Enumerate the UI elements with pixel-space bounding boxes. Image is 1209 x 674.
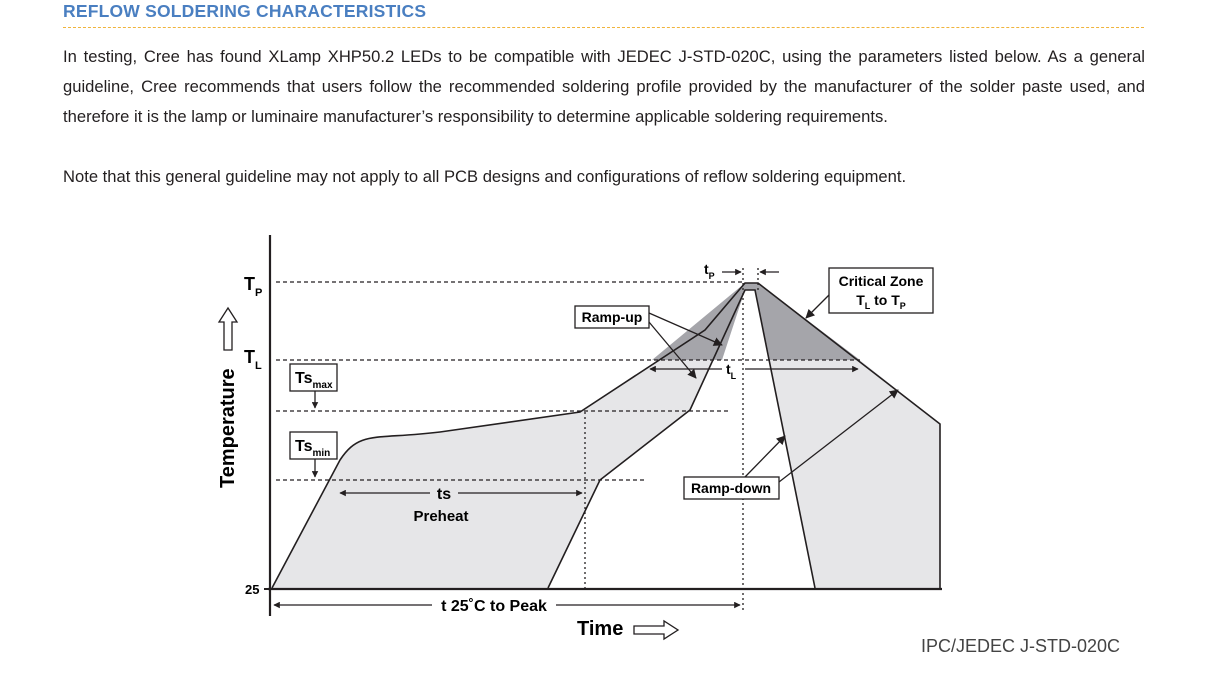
intro-paragraph: In testing, Cree has found XLamp XHP50.2 LEDs to be compatible with JEDEC J-STD-020C, using the parameters listed below. As a general guideline, Cree recommends that users follow the recommended soldering profile provided by the manufacturer of the solder paste used, and therefore it is the lamp or luminaire manufacturer’s responsibility to determine applicable soldering requirements. xyxy=(63,47,1145,126)
critical-zone-arrow xyxy=(806,295,829,318)
ramp-down-arrow-1 xyxy=(745,436,785,477)
tl-time-label: $t_L$ xyxy=(726,361,737,381)
preheat-ts-label: ts xyxy=(436,486,452,503)
ramp-down-label: Ramp-down xyxy=(690,480,772,496)
section-title: REFLOW SOLDERING CHARACTERISTICS xyxy=(63,1,427,21)
y-axis-arrow-icon xyxy=(219,308,237,350)
tp-label: $T_P$ xyxy=(244,274,263,299)
x-axis-arrow-icon xyxy=(634,621,678,639)
title-divider xyxy=(63,27,1144,28)
tl-label: $T_L$ xyxy=(244,347,262,372)
temp-25-label: 25 xyxy=(245,582,260,597)
y-axis-title: Temperature xyxy=(217,368,239,488)
preheat-label: Preheat xyxy=(413,508,469,525)
note-paragraph: Note that this general guideline may not apply to all PCB designs and configurations of reflow soldering equipment. xyxy=(63,167,907,186)
x-axis-title: Time xyxy=(577,618,624,640)
critical-zone-range: $T_L$ to $T_P$ xyxy=(856,292,906,311)
ramp-up-label: Ramp-up xyxy=(581,309,643,325)
tsmin-label: $Ts_{min}$ xyxy=(295,438,331,459)
reflow-profile-chart xyxy=(200,225,960,645)
tp-time-label: $t_P$ xyxy=(704,261,715,281)
tsmax-label: $Ts_{max}$ xyxy=(295,370,333,391)
t25-to-peak-label: t 25˚C to Peak xyxy=(441,598,547,615)
critical-zone-label: Critical Zone xyxy=(838,273,924,289)
figure-caption: IPC/JEDEC J-STD-020C xyxy=(921,636,1121,656)
